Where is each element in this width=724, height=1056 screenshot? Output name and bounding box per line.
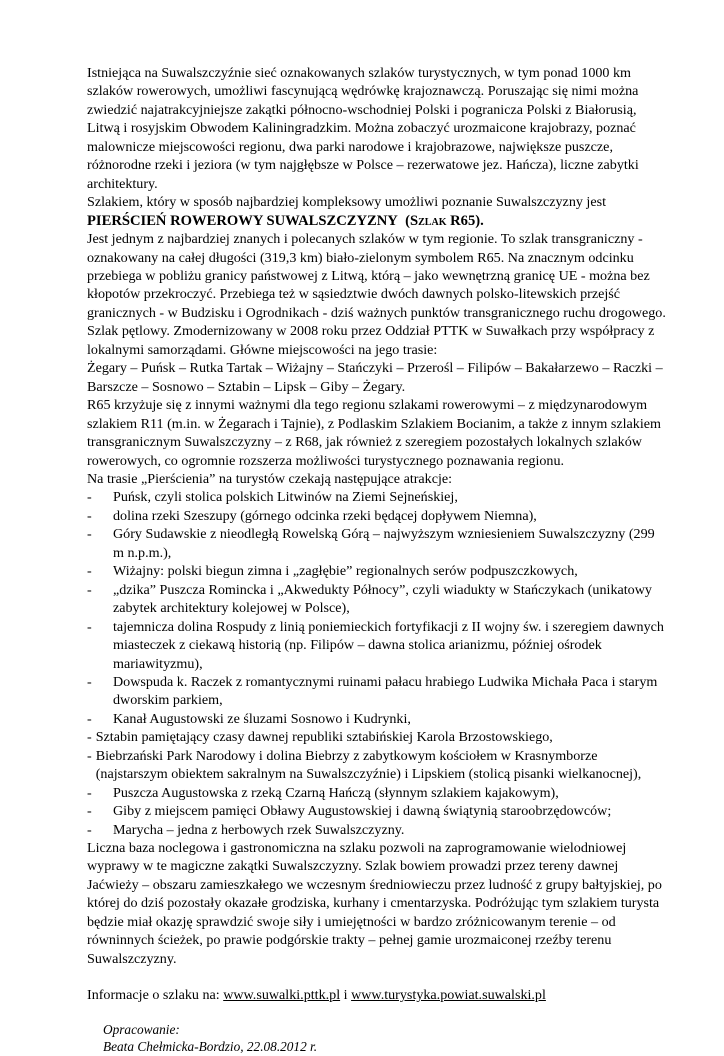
powiat-link[interactable]: www.turystyka.powiat.suwalski.pl	[351, 987, 546, 1004]
list-marker: -	[87, 747, 92, 764]
list-item	[87, 581, 667, 618]
list-item	[87, 525, 667, 562]
lead-paragraph: Szlakiem, który w sposób najbardziej kompleksowy umożliwi poznanie Suwalszczyzny jest	[87, 194, 607, 211]
pttk-link[interactable]: www.suwalki.pttk.pl	[223, 987, 341, 1004]
intro-paragraph: Istniejąca na Suwalszczyźnie sieć oznakowanych szlaków turystycznych, w tym ponad 1000 km szlaków rowerowych, umożliwi fascynującą wędrówkę krajoznawczą. Poruszając się nimi można zwiedzić najatrakcyjniejsze zakątki północno-wschodniej Polski i pogranicza Polski z Białorusią, Litwą i rosyjskim Obwodem Kaliningradzkim. Można zobaczyć urozmaicone krajobrazy, poznać malownicze miejscowości regionu, dwa parki narodowe i krajobrazowe, największe puszcze, różnorodne rzeki i jeziora (w tym najgłębsze w Polsce – rezerwatowe jez. Hańcza), liczne zabytki architektury.	[87, 65, 639, 192]
list-item-text: Marycha – jedna z herbowych rzek Suwalszczyzny.	[113, 821, 405, 838]
info-separator: i	[340, 987, 352, 1004]
trail-title	[87, 212, 667, 230]
list-marker: -	[87, 710, 92, 727]
trail-title-main: PIERŚCIEŃ ROWEROWY SUWALSZCZYZNY	[87, 212, 398, 229]
list-item	[87, 821, 667, 839]
list-item	[87, 562, 667, 580]
list-item-text: Puńsk, czyli stolica polskich Litwinów na Ziemi Sejneńskiej,	[113, 489, 458, 506]
info-line	[87, 986, 667, 1004]
author-line: Beata Chełmicka-Bordzio, 22.08.2012 r.	[103, 1039, 318, 1055]
list-item-text: Wiżajny: polski biegun zimna i „zagłębie” regionalnych serów podpuszczkowych,	[113, 563, 578, 580]
list-item-text: „dzika” Puszcza Romincka i „Akwedukty Północy”, czyli wiadukty w Stańczykach (unikatowy zabytek architektury kolejowej w Polsce),	[113, 581, 652, 617]
list-item	[87, 802, 667, 820]
list-marker: -	[87, 803, 92, 820]
info-label: Informacje o szlaku na:	[87, 987, 224, 1004]
list-marker: -	[87, 729, 92, 746]
list-marker: -	[87, 489, 92, 506]
list-item-text: Biebrzański Park Narodowy i dolina Biebrzy z zabytkowym kościołem w Krasnymborze (najstarszym obiektem sakralnym na Suwalszczyźnie) i Lipskiem (stolicą pisanki wielkanocnej),	[95, 747, 642, 783]
list-marker: -	[87, 563, 92, 580]
list-item	[87, 673, 667, 710]
list-item	[87, 710, 667, 728]
list-item	[87, 784, 667, 802]
loop-paragraph: Szlak pętlowy. Zmodernizowany w 2008 roku przez Oddział PTTK w Suwałkach przy współpracy z lokalnymi samorządami. Główne miejscowości na jego trasie:	[87, 323, 655, 358]
list-item-text: tajemnicza dolina Rospudy z linią poniemieckich fortyfikacji z II wojny św. i szeregiem dawnych miasteczek z ciekawą historią (np. Filipów – dawna stolica arianizmu, później ośrodek mariawityzmu),	[113, 618, 664, 672]
list-item-text: Sztabin pamiętający czasy dawnej republiki sztabińskiej Karola Brzostowskiego,	[95, 729, 553, 746]
list-item	[87, 507, 667, 525]
closing-paragraph: Liczna baza noclegowa i gastronomiczna na szlaku pozwoli na zaprogramowanie wielodniowej wyprawy w te magiczne zakątki Suwalszczyzny. Szlak bowiem prowadzi przez tereny dawnej Jaćwieży – obszaru zamieszkałego we wczesnym średniowieczu przez ludność z grupy bałtyjskiej, po której do dziś pozostały okazałe grodziska, kurhany i cmentarzyska. Podróżując tym szlakiem turysta będzie miał okazję sprawdzić swoje siły i umiejętności w bardzo zróżnicowanym terenie – od równinnych ścieżek, po prawie podgórskie trakty – pełnej gamie urozmaiconej rzeźby terenu Suwalszczyzny.	[87, 840, 662, 967]
document-page	[87, 64, 667, 1056]
author-block	[87, 1021, 667, 1056]
trail-title-code: (Szlak R65).	[405, 212, 484, 229]
list-item	[87, 618, 667, 673]
list-item-text: Giby z miejscem pamięci Obławy Augustowskiej i dawną świątynią staroobrzędowców;	[113, 803, 612, 820]
list-marker: -	[87, 821, 92, 838]
list-item-text: Góry Sudawskie z nieodległą Rowelską Górą – najwyższym wzniesieniem Suwalszczyzny (299 m n.p.m.),	[113, 526, 655, 561]
list-marker: -	[87, 581, 92, 598]
list-marker: -	[87, 618, 92, 635]
towns-paragraph: Żegary – Puńsk – Rutka Tartak – Wiżajny – Stańczyki – Przerośl – Filipów – Bakałarzewo – Raczki – Barszcze – Sosnowo – Sztabin – Lipsk – Giby – Żegary.	[87, 360, 663, 395]
list-item-text: Puszcza Augustowska z rzeką Czarną Hańczą (słynnym szlakiem kajakowym),	[113, 784, 559, 801]
list-item	[87, 488, 667, 506]
description-paragraph: Jest jednym z najbardziej znanych i polecanych szlaków w tym regionie. To szlak transgraniczny - oznakowany na całej długości (319,3 km) biało-zielonym symbolem R65. Na znacznym odcinku przebiega w pobliżu granicy państwowej z Litwą, którą – jako wewnętrzną granicę UE - można bez kłopotów przekroczyć. Przebiega też w sąsiedztwie dwóch dawnych polsko-litewskich przejść granicznych - w Budzisku i Ogrodnikach - dziś ważnych punktów transgranicznego ruchu drogowego.	[87, 231, 666, 321]
list-marker: -	[87, 673, 92, 690]
list-marker: -	[87, 507, 92, 524]
list-item	[87, 747, 667, 784]
attractions-intro: Na trasie „Pierścienia” na turystów czekają następujące atrakcje:	[87, 470, 453, 487]
list-marker: -	[87, 784, 92, 801]
list-item-text: dolina rzeki Szeszupy (górnego odcinka rzeki będącej dopływem Niemna),	[113, 507, 537, 524]
attractions-list	[87, 488, 667, 839]
list-marker: -	[87, 526, 92, 543]
connections-paragraph: R65 krzyżuje się z innymi ważnymi dla tego regionu szlakami rowerowymi – z międzynarodowym szlakiem R11 (m.in. w Żegarach i Tajnie), z Podlaskim Szlakiem Bocianim, a także z innym szlakiem transgranicznym Suwalszczyzny – z R68, jak również z szeregiem pozostałych lokalnych szlaków rowerowych, co ogromnie rozszerza możliwości turystycznego poznawania regionu.	[87, 397, 661, 469]
author-heading: Opracowanie:	[103, 1021, 180, 1037]
list-item-text: Kanał Augustowski ze śluzami Sosnowo i Kudrynki,	[113, 710, 411, 727]
list-item	[87, 728, 667, 746]
list-item-text: Dowspuda k. Raczek z romantycznymi ruinami pałacu hrabiego Ludwika Michała Paca i starym dworskim parkiem,	[113, 673, 658, 709]
